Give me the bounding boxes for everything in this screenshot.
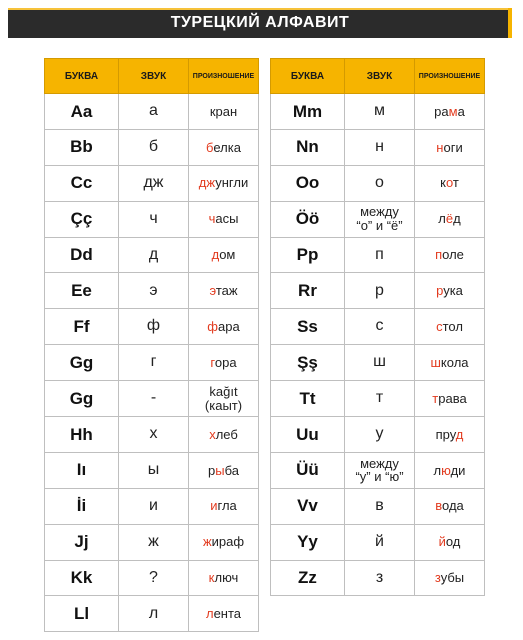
title-banner [8,8,512,38]
header-pronunciation: ПРОИЗНОШЕНИЕ [415,59,485,94]
letter-cell: Uu [271,417,345,453]
pronunciation-text: гла [217,498,237,514]
letter-cell: Gg [45,381,119,417]
table-row [271,488,485,524]
sound-cell: г [119,345,189,381]
pronunciation-cell [189,129,259,165]
sound-cell: и [119,488,189,524]
sound-line: между [360,455,399,471]
table-row [45,560,259,596]
sound-cell: с [345,309,415,345]
pronunciation-text: л [433,462,442,478]
letter-cell: Aa [45,94,119,130]
table-row [45,201,259,237]
pronunciation-highlight: х [209,426,216,442]
pronunciation-text: оги [443,139,463,155]
table-row [45,129,259,165]
pronunciation-highlight: к [208,570,215,586]
pronunciation-text: унгли [215,175,249,191]
letter-cell: İi [45,488,119,524]
table-row [45,488,259,524]
sound-line: “о” и “ё” [356,218,403,234]
letter-cell: Öö [271,201,345,237]
sound-cell: р [345,273,415,309]
sound-cell: ? [119,560,189,596]
pronunciation-cell [415,488,485,524]
letter-cell: Cc [45,165,119,201]
pronunciation-highlight: с [436,318,443,334]
pronunciation-cell [415,452,485,488]
sound-cell: л [119,596,189,632]
table-row [45,345,259,381]
table-row [45,381,259,417]
letter-cell: Kk [45,560,119,596]
pronunciation-cell [189,345,259,381]
pronunciation-text: оле [442,247,464,263]
pronunciation-highlight: в [435,498,442,514]
pronunciation-highlight: и [210,498,218,514]
pronunciation-line: (каыт) [204,397,243,413]
letter-cell: Oo [271,165,345,201]
pronunciation-cell [415,309,485,345]
pronunciation-text: л [438,211,446,227]
sound-cell: ф [119,309,189,345]
sound-cell: э [119,273,189,309]
pronunciation-highlight: д [211,247,220,263]
pronunciation-line: kağıt [209,383,238,399]
header-row [45,59,259,94]
pronunciation-highlight: й [438,534,446,550]
pronunciation-highlight: з [434,570,441,586]
pronunciation-text: ом [219,247,236,263]
letter-cell: Jj [45,524,119,560]
sound-cell: п [345,237,415,273]
letter-cell: Mm [271,94,345,130]
table-row [271,524,485,560]
sound-cell: й [345,524,415,560]
pronunciation-text: кран [209,103,238,119]
pronunciation-cell [415,381,485,417]
pronunciation-cell [189,596,259,632]
pronunciation-text: люч [214,570,239,586]
sound-cell: дж [119,165,189,201]
pronunciation-text: ра [434,103,449,119]
table-row [45,273,259,309]
pronunciation-text: елка [213,139,241,155]
pronunciation-highlight: ю [441,462,451,478]
pronunciation-text: ираф [211,534,245,550]
table-row [271,129,485,165]
letter-cell: Tt [271,381,345,417]
table-row [271,273,485,309]
letter-cell: Dd [45,237,119,273]
sound-cell: у [345,417,415,453]
sound-cell: ш [345,345,415,381]
pronunciation-cell [189,381,259,417]
pronunciation-text: ента [213,606,242,622]
letter-cell: Şş [271,345,345,381]
pronunciation-text: тол [442,318,463,334]
letter-cell: Vv [271,488,345,524]
sound-cell [345,452,415,488]
sound-cell: б [119,129,189,165]
table-row [45,237,259,273]
table-row [271,345,485,381]
sound-cell: о [345,165,415,201]
pronunciation-cell [415,165,485,201]
table-row [45,524,259,560]
pronunciation-highlight: ё [445,211,454,227]
sound-cell: ч [119,201,189,237]
pronunciation-cell [189,201,259,237]
pronunciation-cell [415,273,485,309]
header-letter: БУКВА [271,59,345,94]
header-pronunciation: ПРОИЗНОШЕНИЕ [189,59,259,94]
pronunciation-highlight: т [432,390,439,406]
pronunciation-cell [189,488,259,524]
table-row [45,94,259,130]
header-sound: ЗВУК [119,59,189,94]
letter-cell: Pp [271,237,345,273]
pronunciation-text: од [445,534,461,550]
letter-cell: Rr [271,273,345,309]
pronunciation-cell [189,237,259,273]
sound-cell: в [345,488,415,524]
table-row [271,417,485,453]
pronunciation-cell [415,345,485,381]
page-title: ТУРЕЦКИЙ АЛФАВИТ [170,14,350,31]
letter-cell: Zz [271,560,345,596]
table-row [45,596,259,632]
pronunciation-text: ара [218,318,240,334]
pronunciation-cell [415,417,485,453]
sound-line: между [360,204,399,220]
alphabet-table-right [270,58,485,596]
pronunciation-text: леб [215,426,238,442]
pronunciation-cell [189,560,259,596]
pronunciation-text: таж [215,283,238,299]
table-row [271,237,485,273]
pronunciation-cell [189,273,259,309]
sound-cell: з [345,560,415,596]
pronunciation-highlight: д [455,426,464,442]
pronunciation-text: рава [438,390,467,406]
header-row [271,59,485,94]
pronunciation-cell [189,524,259,560]
letter-cell: Ss [271,309,345,345]
pronunciation-text: ди [450,462,466,478]
pronunciation-text: к [440,175,446,191]
pronunciation-cell [415,560,485,596]
pronunciation-text: ода [442,498,464,514]
pronunciation-cell [189,165,259,201]
sound-cell: д [119,237,189,273]
sound-cell: - [119,381,189,417]
table-row [45,452,259,488]
sound-cell [345,201,415,237]
pronunciation-text: а [457,103,465,119]
pronunciation-text: т [452,175,459,191]
pronunciation-cell [189,309,259,345]
letter-cell: Ll [45,596,119,632]
pronunciation-highlight: ч [208,211,216,227]
table-row [45,165,259,201]
letter-cell: Yy [271,524,345,560]
pronunciation-cell [189,94,259,130]
pronunciation-text: ора [214,354,237,370]
pronunciation-highlight: ы [215,462,225,478]
sound-cell: м [345,94,415,130]
pronunciation-cell [415,201,485,237]
letter-cell: Bb [45,129,119,165]
pronunciation-highlight: г [210,354,215,370]
sound-cell: ж [119,524,189,560]
sound-cell: а [119,94,189,130]
pronunciation-text: пру [435,426,456,442]
header-sound: ЗВУК [345,59,415,94]
letter-cell: Üü [271,452,345,488]
letter-cell: Nn [271,129,345,165]
pronunciation-text: д [453,211,461,227]
pronunciation-highlight: ж [202,534,212,550]
sound-cell: т [345,381,415,417]
sound-line: “у” и “ю” [355,469,404,485]
letter-cell: Çç [45,201,119,237]
pronunciation-cell [189,417,259,453]
pronunciation-highlight: п [435,247,443,263]
table-row [271,165,485,201]
table-row [271,452,485,488]
sound-cell: х [119,417,189,453]
pronunciation-highlight: о [445,175,453,191]
pronunciation-cell [415,94,485,130]
pronunciation-highlight: дж [198,175,216,191]
table-row [271,381,485,417]
pronunciation-cell [189,452,259,488]
sound-cell: н [345,129,415,165]
letter-cell: Gg [45,345,119,381]
pronunciation-cell [415,129,485,165]
pronunciation-cell [415,237,485,273]
letter-cell: Ff [45,309,119,345]
pronunciation-highlight: л [205,606,214,622]
pronunciation-highlight: э [209,283,216,299]
pronunciation-text: убы [440,570,465,586]
pronunciation-highlight: н [436,139,444,155]
pronunciation-highlight: б [206,139,214,155]
alphabet-table-left [44,58,259,632]
pronunciation-cell [415,524,485,560]
pronunciation-text: кола [440,354,469,370]
table-row [271,309,485,345]
letter-cell: Iı [45,452,119,488]
table-row [271,94,485,130]
pronunciation-highlight: ф [207,318,218,334]
sound-cell: ы [119,452,189,488]
table-row [45,417,259,453]
pronunciation-highlight: ш [430,354,441,370]
pronunciation-text: асы [215,211,239,227]
pronunciation-text: р [208,462,216,478]
pronunciation-highlight: м [448,103,458,119]
letter-cell: Ee [45,273,119,309]
table-row [271,201,485,237]
pronunciation-text: ба [224,462,239,478]
pronunciation-highlight: р [436,283,444,299]
header-letter: БУКВА [45,59,119,94]
table-row [45,309,259,345]
pronunciation-text: ука [443,283,463,299]
table-row [271,560,485,596]
letter-cell: Hh [45,417,119,453]
